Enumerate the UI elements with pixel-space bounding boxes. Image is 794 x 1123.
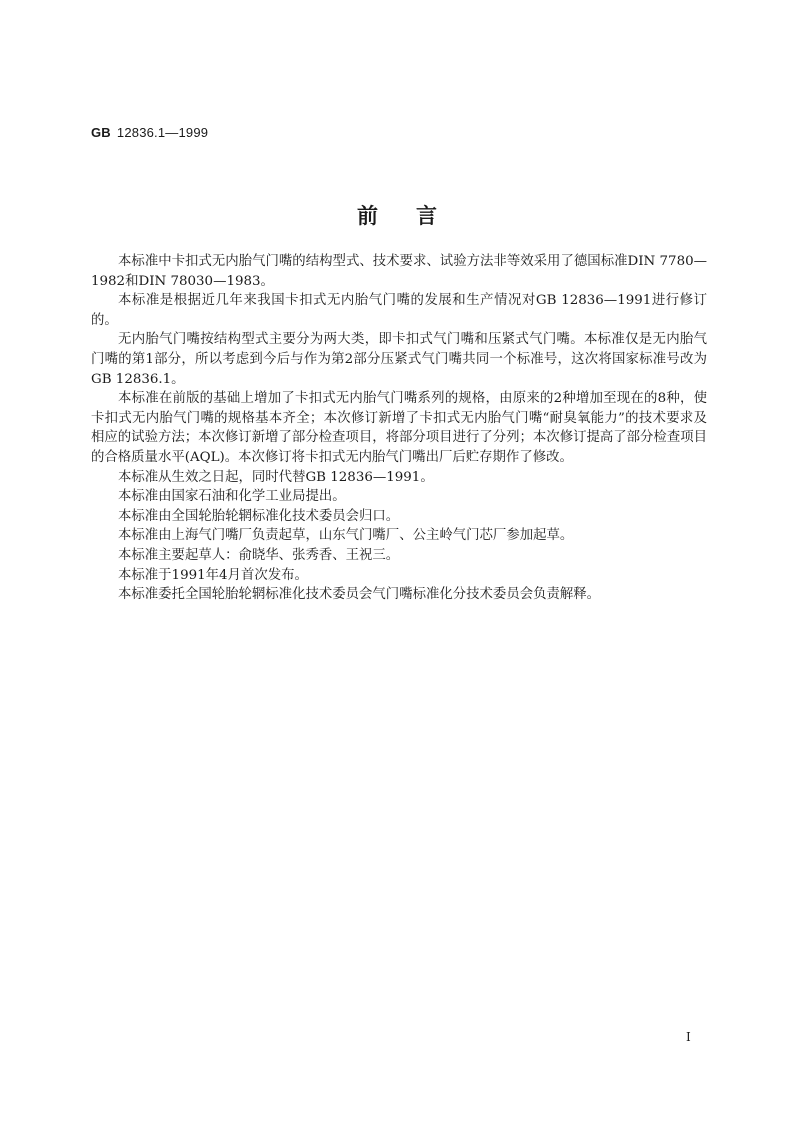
foreword-paragraph: 本标准于1991年4月首次发布。 [118, 567, 308, 583]
page-title: 前言 [357, 203, 475, 228]
foreword-paragraph: 本标准由上海气门嘴厂负责起草，山东气门嘴厂、公主岭气门芯厂参加起草。 [118, 528, 574, 544]
foreword-body [91, 252, 707, 605]
standard-code: 12836.1—1999 [116, 125, 209, 140]
foreword-paragraph: 本标准主要起草人：俞晓华、张秀香、王祝三。 [118, 547, 400, 563]
foreword-paragraph: 本标准在前版的基础上增加了卡扣式无内胎气门嘴系列的规格，由原来的2种增加至现在的8种，使卡扣式无内胎气门嘴的规格基本齐全；本次修订新增了卡扣式无内胎气门嘴“耐臭氧能力”的技术要求及相应的试验方法；本次修订新增了部分检查项目，将部分项目进行了分列；本次修订提高了部分检查项目的合格质量水平(AQL)。本次修订将卡扣式无内胎气门嘴出厂后贮存期作了修改。 [91, 391, 707, 465]
foreword-paragraph: 本标准从生效之日起，同时代替GB 12836—1991。 [118, 469, 434, 485]
foreword-paragraph: 无内胎气门嘴按结构型式主要分为两大类，即卡扣式气门嘴和压紧式气门嘴。本标准仅是无内胎气门嘴的第1部分，所以考虑到今后与作为第2部分压紧式气门嘴共同一个标准号，这次将国家标准号改为GB 12836.1。 [91, 332, 707, 387]
standard-number [91, 125, 208, 140]
standard-prefix: GB [91, 125, 111, 140]
foreword-paragraph: 本标准中卡扣式无内胎气门嘴的结构型式、技术要求、试验方法非等效采用了德国标准DIN 7780—1982和DIN 78030—1983。 [91, 254, 707, 289]
foreword-paragraph: 本标准由国家石油和化学工业局提出。 [118, 489, 346, 505]
foreword-paragraph: 本标准由全国轮胎轮辋标准化技术委员会归口。 [118, 508, 400, 524]
foreword-paragraph: 本标准是根据近几年来我国卡扣式无内胎气门嘴的发展和生产情况对GB 12836—1991进行修订的。 [91, 293, 707, 328]
page-number: I [686, 1030, 691, 1044]
foreword-paragraph: 本标准委托全国轮胎轮辋标准化技术委员会气门嘴标准化分技术委员会负责解释。 [118, 587, 601, 603]
